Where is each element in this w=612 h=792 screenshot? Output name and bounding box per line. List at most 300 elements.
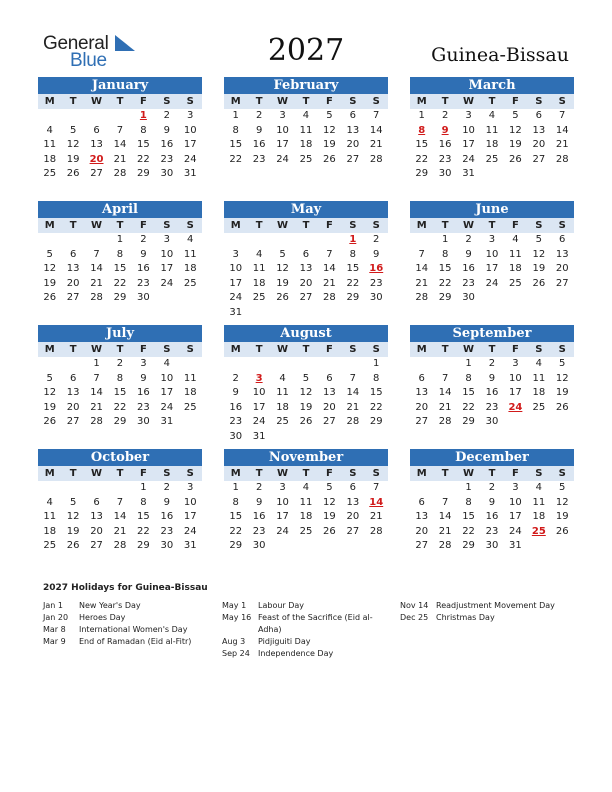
- day-cell: 17: [485, 263, 499, 274]
- week-row: [224, 510, 388, 525]
- weekday-label: F: [139, 220, 147, 231]
- week-row: [38, 291, 202, 306]
- day-cell: 7: [93, 248, 100, 260]
- week-row: [410, 277, 574, 292]
- week-row: [224, 262, 388, 277]
- day-cell: 10: [462, 124, 475, 136]
- logo-blue-text: Blue: [70, 50, 107, 71]
- day-cell: 3: [512, 482, 519, 493]
- day-cell: 12: [299, 387, 313, 398]
- day-cell: 18: [43, 153, 57, 165]
- empty-day-cell: [294, 357, 317, 372]
- day-cell: 11: [485, 124, 499, 136]
- week-row: [410, 510, 574, 525]
- day-cell: 27: [415, 540, 429, 551]
- day-cell: 12: [276, 263, 289, 274]
- day-cell: 11: [43, 511, 57, 522]
- day-cell: 27: [415, 416, 429, 427]
- month-april: [38, 201, 202, 306]
- day-cell: 10: [160, 248, 174, 260]
- day-cell: 14: [415, 263, 429, 274]
- month-january: [38, 77, 202, 182]
- week-row: [410, 386, 574, 401]
- week-row: [38, 481, 202, 496]
- holiday-date: Jan 1: [43, 601, 63, 610]
- weekday-label: S: [535, 468, 543, 479]
- week-row: [38, 248, 202, 263]
- day-cell: 16: [137, 263, 150, 274]
- day-cell: 13: [346, 496, 360, 508]
- day-cell: 6: [418, 496, 425, 508]
- holiday-name: Labour Day: [258, 601, 305, 610]
- day-cell: 25: [276, 416, 289, 427]
- day-cell: 26: [299, 416, 313, 427]
- day-cell: 25: [299, 525, 313, 537]
- day-cell: 7: [373, 482, 380, 493]
- day-cell: 27: [299, 292, 313, 303]
- day-cell: 27: [323, 416, 336, 427]
- week-row: [410, 138, 574, 153]
- day-cell: 3: [163, 234, 170, 245]
- day-cell: 10: [160, 372, 174, 384]
- weekday-label: T: [116, 220, 124, 231]
- day-cell: 6: [535, 110, 542, 121]
- day-cell: 4: [302, 110, 310, 121]
- day-cell: 22: [137, 525, 150, 537]
- day-cell: 18: [532, 387, 546, 398]
- day-cell: 7: [418, 248, 425, 260]
- day-cell: 23: [160, 153, 174, 165]
- empty-day-cell: [179, 415, 202, 430]
- day-cell: 25: [183, 277, 197, 289]
- weekday-label: S: [558, 468, 566, 479]
- week-row: [224, 153, 388, 168]
- day-cell: 5: [279, 248, 286, 260]
- day-cell: 6: [69, 248, 77, 260]
- week-row: [38, 233, 202, 248]
- month-title: July: [38, 325, 202, 342]
- empty-day-cell: [433, 357, 456, 372]
- weekday-label: W: [277, 344, 289, 355]
- day-cell: 16: [369, 263, 384, 274]
- day-cell: 26: [532, 277, 546, 289]
- day-cell: 26: [66, 168, 80, 179]
- day-cell: 23: [137, 277, 150, 289]
- week-row: [224, 481, 388, 496]
- month-title: January: [38, 77, 202, 94]
- weekday-label: S: [558, 220, 566, 231]
- day-cell: 16: [485, 387, 499, 398]
- day-cell: 31: [462, 168, 475, 179]
- day-cell: 16: [462, 263, 475, 274]
- empty-day-cell: [224, 233, 247, 248]
- day-cell: 23: [137, 401, 150, 413]
- day-cell: 18: [485, 139, 499, 150]
- empty-day-cell: [318, 306, 341, 321]
- weekday-label: T: [441, 220, 449, 231]
- month-february: [224, 77, 388, 167]
- day-cell: 6: [559, 234, 566, 245]
- empty-day-cell: [365, 430, 388, 445]
- weekday-label: F: [511, 96, 519, 107]
- day-cell: 25: [43, 540, 57, 551]
- day-cell: 8: [140, 124, 147, 136]
- day-cell: 19: [66, 525, 80, 537]
- day-cell: 29: [346, 292, 360, 303]
- day-cell: 9: [163, 496, 170, 508]
- day-cell: 16: [137, 387, 150, 398]
- week-row: [38, 539, 202, 554]
- day-cell: 20: [415, 525, 429, 537]
- day-cell: 10: [276, 496, 289, 508]
- day-cell: 22: [438, 277, 452, 289]
- day-cell: 29: [369, 416, 383, 427]
- day-cell: 12: [66, 139, 80, 150]
- day-cell: 4: [488, 110, 496, 121]
- day-cell: 9: [373, 248, 380, 260]
- week-row: [224, 277, 388, 292]
- day-cell: 5: [535, 234, 542, 245]
- day-cell: 22: [415, 153, 429, 165]
- day-cell: 9: [255, 124, 263, 136]
- weekday-label: M: [230, 96, 241, 107]
- empty-day-cell: [155, 291, 178, 306]
- day-cell: 27: [66, 292, 80, 303]
- day-cell: 1: [116, 234, 124, 245]
- day-cell: 21: [369, 139, 383, 150]
- weekday-label: S: [349, 468, 357, 479]
- empty-day-cell: [504, 291, 527, 306]
- day-cell: 23: [438, 153, 452, 165]
- day-cell: 30: [252, 540, 266, 551]
- day-cell: 30: [462, 292, 475, 303]
- day-cell: 20: [346, 139, 360, 150]
- day-cell: 2: [373, 234, 380, 245]
- day-cell: 21: [90, 277, 103, 289]
- weekday-label: T: [302, 96, 310, 107]
- day-cell: 24: [508, 401, 523, 413]
- day-cell: 18: [276, 401, 289, 413]
- day-cell: 16: [160, 139, 174, 150]
- empty-day-cell: [551, 291, 574, 306]
- day-cell: 29: [113, 416, 127, 427]
- day-cell: 30: [369, 292, 383, 303]
- weekday-label: T: [69, 344, 77, 355]
- day-cell: 1: [139, 110, 147, 121]
- week-row: [38, 153, 202, 168]
- day-cell: 17: [276, 511, 289, 522]
- empty-day-cell: [527, 291, 550, 306]
- week-row: [224, 430, 388, 445]
- day-cell: 12: [555, 496, 569, 508]
- day-cell: 8: [465, 372, 472, 384]
- day-cell: 19: [276, 277, 289, 289]
- holiday-item: [222, 600, 392, 612]
- day-cell: 7: [441, 496, 449, 508]
- day-cell: 8: [418, 124, 426, 136]
- weekday-label: S: [186, 96, 194, 107]
- weekday-label: T: [116, 96, 124, 107]
- day-cell: 10: [276, 124, 289, 136]
- empty-day-cell: [480, 291, 503, 306]
- day-cell: 25: [509, 277, 522, 289]
- day-cell: 24: [183, 525, 197, 537]
- weekday-label: T: [255, 96, 263, 107]
- day-cell: 22: [346, 277, 360, 289]
- day-cell: 9: [232, 387, 239, 398]
- week-row: [38, 262, 202, 277]
- day-cell: 8: [232, 124, 239, 136]
- empty-day-cell: [61, 233, 84, 248]
- holiday-item: [43, 636, 213, 648]
- day-cell: 3: [488, 234, 496, 245]
- day-cell: 10: [509, 496, 522, 508]
- holiday-date: Aug 3: [222, 637, 246, 646]
- day-cell: 31: [229, 306, 243, 318]
- weekday-label: W: [91, 96, 103, 107]
- day-cell: 29: [438, 292, 452, 303]
- weekday-label: S: [535, 344, 543, 355]
- day-cell: 19: [299, 401, 313, 413]
- day-cell: 8: [441, 248, 449, 260]
- day-cell: 30: [229, 430, 243, 442]
- day-cell: 9: [441, 124, 449, 136]
- week-row: [410, 291, 574, 306]
- day-cell: 30: [137, 292, 150, 303]
- day-cell: 22: [462, 401, 475, 413]
- empty-day-cell: [341, 306, 364, 321]
- day-cell: 20: [532, 139, 546, 150]
- day-cell: 14: [323, 263, 336, 274]
- day-cell: 5: [326, 110, 333, 121]
- holiday-item: [43, 612, 213, 624]
- month-november: [224, 449, 388, 554]
- day-cell: 14: [438, 387, 452, 398]
- weekday-label: M: [416, 468, 427, 479]
- week-row: [410, 415, 574, 430]
- day-cell: 16: [252, 139, 266, 150]
- day-cell: 23: [229, 416, 243, 427]
- day-cell: 24: [509, 525, 522, 537]
- weekday-label: M: [44, 344, 55, 355]
- day-cell: 15: [137, 511, 150, 522]
- week-row: [410, 496, 574, 511]
- day-cell: 9: [488, 372, 496, 384]
- day-cell: 1: [349, 234, 357, 245]
- day-cell: 30: [160, 168, 174, 179]
- weekday-label: S: [535, 96, 543, 107]
- week-row: [410, 153, 574, 168]
- week-row: [224, 306, 388, 321]
- holiday-date: Mar 9: [43, 637, 66, 646]
- weekday-label: T: [116, 468, 124, 479]
- day-cell: 8: [373, 372, 380, 384]
- day-cell: 3: [512, 358, 519, 369]
- empty-day-cell: [61, 357, 84, 372]
- empty-day-cell: [179, 291, 202, 306]
- day-cell: 21: [415, 277, 429, 289]
- week-row: [410, 167, 574, 182]
- day-cell: 11: [183, 372, 197, 384]
- weekday-label: S: [372, 96, 380, 107]
- day-cell: 1: [93, 358, 100, 369]
- weekday-label: T: [69, 96, 77, 107]
- day-cell: 28: [113, 168, 127, 179]
- weekday-header: [224, 466, 388, 481]
- day-cell: 12: [66, 511, 80, 522]
- empty-day-cell: [318, 357, 341, 372]
- day-cell: 7: [373, 110, 380, 121]
- day-cell: 6: [418, 372, 425, 384]
- weekday-label: F: [325, 344, 333, 355]
- weekday-header: [224, 218, 388, 233]
- day-cell: 11: [532, 496, 546, 508]
- day-cell: 27: [90, 168, 103, 179]
- day-cell: 13: [90, 139, 103, 150]
- day-cell: 13: [415, 511, 429, 522]
- day-cell: 2: [140, 234, 147, 245]
- empty-day-cell: [504, 415, 527, 430]
- day-cell: 31: [160, 416, 174, 427]
- day-cell: 1: [465, 482, 472, 493]
- day-cell: 8: [116, 248, 124, 260]
- weekday-label: F: [325, 468, 333, 479]
- weekday-label: M: [416, 96, 427, 107]
- day-cell: 25: [485, 153, 499, 165]
- weekday-label: S: [349, 96, 357, 107]
- day-cell: 6: [349, 110, 356, 121]
- day-cell: 2: [163, 110, 170, 121]
- day-cell: 5: [302, 372, 310, 384]
- empty-day-cell: [365, 539, 388, 554]
- empty-day-cell: [480, 167, 503, 182]
- day-cell: 20: [90, 525, 103, 537]
- empty-day-cell: [318, 539, 341, 554]
- day-cell: 19: [555, 511, 569, 522]
- weekday-header: [224, 94, 388, 109]
- week-row: [410, 262, 574, 277]
- day-cell: 17: [229, 277, 243, 289]
- weekday-label: W: [277, 468, 289, 479]
- day-cell: 22: [113, 401, 127, 413]
- holidays-title: 2027 Holidays for Guinea-Bissau: [43, 583, 208, 593]
- empty-day-cell: [551, 415, 574, 430]
- weekday-label: M: [44, 220, 55, 231]
- day-cell: 3: [187, 482, 194, 493]
- holiday-name: Christmas Day: [436, 613, 495, 622]
- day-cell: 6: [93, 496, 100, 508]
- day-cell: 29: [462, 540, 475, 551]
- day-cell: 15: [438, 263, 452, 274]
- day-cell: 4: [535, 482, 542, 493]
- week-row: [38, 496, 202, 511]
- weekday-label: M: [230, 468, 241, 479]
- empty-day-cell: [527, 167, 550, 182]
- holiday-date: Jan 20: [43, 613, 69, 622]
- day-cell: 18: [299, 139, 313, 150]
- day-cell: 4: [46, 496, 53, 508]
- weekday-label: T: [441, 344, 449, 355]
- weekday-header: [38, 218, 202, 233]
- weekday-label: S: [372, 344, 380, 355]
- day-cell: 10: [509, 372, 522, 384]
- empty-day-cell: [433, 481, 456, 496]
- weekday-label: T: [116, 344, 124, 355]
- day-cell: 9: [163, 124, 170, 136]
- day-cell: 26: [323, 525, 336, 537]
- day-cell: 12: [509, 124, 522, 136]
- weekday-label: T: [302, 220, 310, 231]
- empty-day-cell: [527, 539, 550, 554]
- holiday-date: May 1: [222, 601, 247, 610]
- day-cell: 25: [43, 168, 57, 179]
- day-cell: 30: [485, 416, 499, 427]
- empty-day-cell: [108, 109, 131, 124]
- day-cell: 22: [229, 525, 243, 537]
- weekday-label: T: [488, 96, 496, 107]
- day-cell: 1: [441, 234, 449, 245]
- day-cell: 13: [323, 387, 336, 398]
- day-cell: 1: [373, 358, 380, 369]
- page-title: 2027: [267, 33, 345, 68]
- day-cell: 4: [163, 358, 170, 369]
- day-cell: 15: [462, 387, 475, 398]
- day-cell: 31: [183, 168, 197, 179]
- weekday-label: S: [558, 96, 566, 107]
- month-may: [224, 201, 388, 320]
- day-cell: 5: [512, 110, 519, 121]
- holiday-name: New Year's Day: [79, 601, 141, 610]
- weekday-header: [38, 342, 202, 357]
- day-cell: 29: [415, 168, 429, 179]
- day-cell: 15: [346, 263, 360, 274]
- day-cell: 7: [116, 496, 124, 508]
- day-cell: 12: [323, 124, 336, 136]
- weekday-label: T: [488, 220, 496, 231]
- empty-day-cell: [85, 481, 108, 496]
- empty-day-cell: [85, 109, 108, 124]
- weekday-label: T: [441, 468, 449, 479]
- day-cell: 11: [43, 139, 57, 150]
- day-cell: 28: [555, 153, 569, 165]
- holiday-date: Dec 25: [400, 613, 429, 622]
- month-title: May: [224, 201, 388, 218]
- day-cell: 15: [229, 511, 243, 522]
- day-cell: 3: [187, 110, 194, 121]
- month-title: November: [224, 449, 388, 466]
- day-cell: 20: [323, 401, 336, 413]
- day-cell: 29: [462, 416, 475, 427]
- day-cell: 8: [116, 372, 124, 384]
- day-cell: 18: [532, 511, 546, 522]
- day-cell: 21: [323, 277, 336, 289]
- day-cell: 21: [346, 401, 360, 413]
- day-cell: 8: [465, 496, 472, 508]
- weekday-label: T: [69, 220, 77, 231]
- day-cell: 16: [229, 401, 243, 413]
- empty-day-cell: [527, 415, 550, 430]
- day-cell: 4: [187, 234, 194, 245]
- week-row: [410, 525, 574, 540]
- month-title: October: [38, 449, 202, 466]
- weekday-label: T: [488, 344, 496, 355]
- day-cell: 7: [559, 110, 566, 121]
- day-cell: 12: [43, 263, 57, 274]
- day-cell: 30: [160, 540, 174, 551]
- day-cell: 13: [66, 263, 80, 274]
- week-row: [224, 233, 388, 248]
- holiday-item: [400, 612, 570, 624]
